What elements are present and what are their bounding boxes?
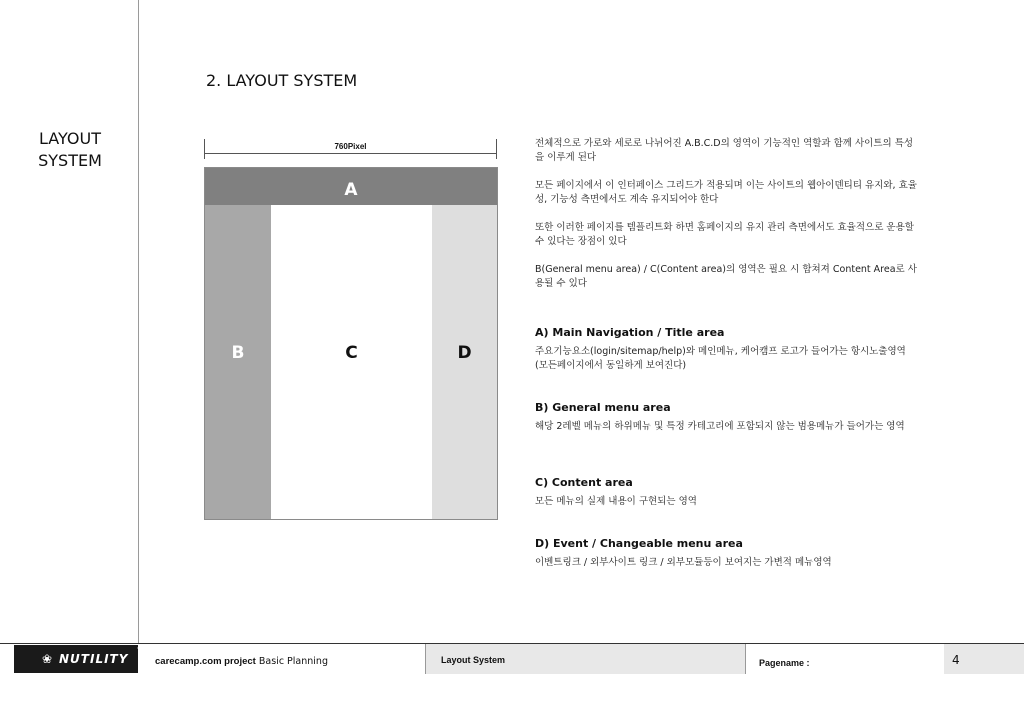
intro-paragraph-1 (535, 137, 920, 165)
section-d (535, 537, 920, 570)
side-title-line2: SYSTEM (38, 151, 102, 170)
project-name (155, 656, 328, 667)
intro-text-3: 또한 이러한 페이지를 템플리트화 하면 홈페이지의 유지 관리 측면에서도 효율적으로 운용할 수 있다는 장점이 있다 (535, 222, 914, 247)
footer-pagename-label: Pagename : (759, 658, 810, 668)
area-a-block: A (205, 168, 497, 205)
footer-pagename-cell (745, 644, 945, 674)
footer-page-number: 4 (952, 653, 960, 667)
section-a-heading: A) Main Navigation / Title area (535, 326, 725, 339)
area-b-label: B (231, 343, 245, 363)
section-d-body: 이벤트링크 / 외부사이트 링크 / 외부모듈등이 보여지는 가변적 메뉴영역 (535, 557, 832, 568)
footer-page-number-cell (944, 644, 1024, 674)
section-b (535, 401, 920, 434)
area-d-block (432, 205, 497, 519)
layout-diagram (204, 167, 498, 520)
page-title: 2. LAYOUT SYSTEM (206, 71, 358, 90)
intro-text-2: 모든 페이지에서 이 인터페이스 그리드가 적용되며 이는 사이트의 웹아이덴티티 유지와, 효율성, 기능성 측면에서도 계속 유지되어야 한다 (535, 180, 917, 205)
area-c-block (271, 205, 432, 519)
width-ruler (204, 139, 497, 159)
area-c-label: C (345, 343, 358, 363)
footer-section-label: Layout System (441, 655, 506, 665)
section-c-heading: C) Content area (535, 476, 633, 489)
side-title-line1: LAYOUT (39, 129, 101, 148)
section-c (535, 476, 920, 509)
side-title (10, 128, 130, 172)
section-b-heading: B) General menu area (535, 401, 671, 414)
left-divider-line (138, 0, 139, 643)
nutility-logo (14, 645, 150, 673)
intro-paragraph-4 (535, 263, 920, 291)
intro-text-1: 전체적으로 가로와 세로로 나뉘어진 A.B.C.D의 영역이 기능적인 역할과 함께 사이트의 특성을 이루게 된다 (535, 138, 914, 163)
intro-paragraph-2 (535, 179, 920, 207)
section-b-body: 해당 2레벨 메뉴의 하위메뉴 및 특정 카테고리에 포함되지 않는 범용메뉴가 들어가는 영역 (535, 421, 905, 432)
section-a (535, 326, 920, 373)
footer-section-cell (425, 644, 746, 674)
project-name-bold: carecamp.com project (155, 656, 256, 667)
section-c-body: 모든 메뉴의 실제 내용이 구현되는 영역 (535, 496, 697, 507)
logo-trademark: TM (137, 647, 150, 654)
ruler-line (204, 153, 497, 154)
intro-paragraph-3 (535, 221, 920, 249)
ruler-width-label: 760Pixel (334, 142, 367, 151)
logo-mark-icon: ❀ (42, 652, 54, 666)
footer-bar (0, 643, 1024, 674)
project-name-rest: Basic Planning (258, 656, 328, 667)
area-b-block (205, 205, 271, 519)
section-a-body: 주요기능요소(login/sitemap/help)와 메인메뉴, 케어캠프 로고가 들어가는 항시노출영역 (모든페이지에서 동일하게 보여진다) (535, 346, 906, 371)
area-d-label: D (457, 343, 472, 363)
section-d-heading: D) Event / Changeable menu area (535, 537, 743, 550)
logo-text: NUTILITY (59, 652, 129, 666)
intro-text-4: B(General menu area) / C(Content area)의 영역은 필요 시 합쳐져 Content Area로 사용될 수 있다 (535, 264, 917, 289)
